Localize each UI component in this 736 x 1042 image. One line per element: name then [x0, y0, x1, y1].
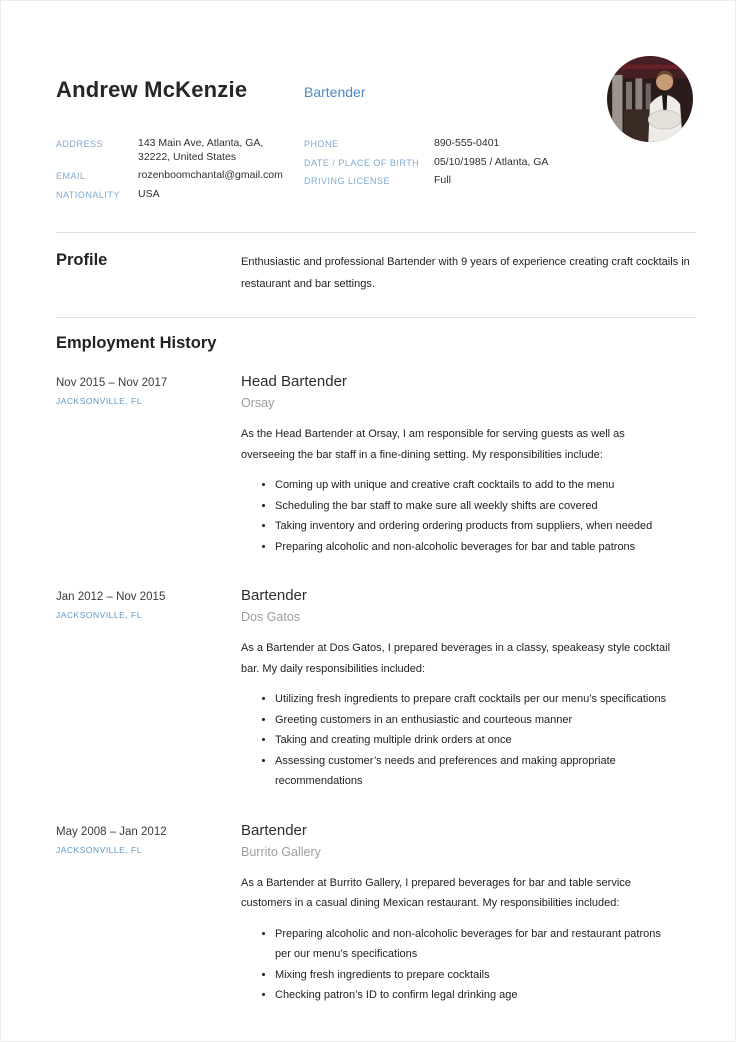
email-value: rozenboomchantal@gmail.com [138, 169, 283, 181]
contact-item-address [56, 137, 304, 164]
job-location: JACKSONVILLE, FL [56, 396, 142, 406]
contact-column-left [56, 137, 304, 206]
email-label: EMAIL [56, 171, 86, 181]
job-details [241, 587, 675, 792]
job-company: Dos Gatos [241, 610, 301, 624]
profile-heading: Profile [56, 251, 108, 269]
job-bullet: • Taking and creating multiple drink orders at once [275, 730, 675, 751]
job-bullet: • Preparing alcoholic and non-alcoholic beverages for bar and table patrons [275, 537, 675, 558]
job-bullet: • Mixing fresh ingredients to prepare cocktails [275, 965, 675, 986]
job-entry-bartender-burrito-gallery [56, 822, 696, 1006]
contact-item-email [56, 169, 304, 183]
job-details [241, 373, 675, 557]
job-title: Head Bartender [241, 373, 347, 390]
birth-label: DATE / PLACE OF BIRTH [304, 157, 420, 168]
job-dates: May 2008 – Jan 2012 [56, 825, 167, 838]
bartender-portrait-icon [607, 56, 693, 142]
job-entry-head-bartender-orsay [56, 373, 696, 557]
job-bullet-list [241, 475, 675, 557]
job-location: JACKSONVILLE, FL [56, 844, 142, 855]
candidate-name: Andrew McKenzie [56, 77, 248, 102]
profile-text: Enthusiastic and professional Bartender with 9 years of experience creating craft cocktails in restaurant and bar settings. [241, 256, 690, 290]
job-dates: Nov 2015 – Nov 2017 [56, 377, 168, 389]
job-location: JACKSONVILLE, FL [56, 610, 142, 620]
contact-section [56, 137, 695, 206]
job-bullet: • Utilizing fresh ingredients to prepare craft cocktails per our menu’s specifications [275, 689, 675, 710]
job-meta [56, 373, 241, 557]
profile-heading-column [56, 251, 241, 295]
job-meta [56, 587, 241, 792]
job-bullet: • Checking patron’s ID to confirm legal drinking age [275, 985, 675, 1006]
job-bullet-list [241, 689, 675, 792]
contact-item-license [304, 174, 548, 188]
job-description: As a Bartender at Burrito Gallery, I prepared beverages for bar and table service customers in a casual dining Mexican restaurant. My responsibilities included: [241, 876, 631, 909]
candidate-job-title: Bartender [304, 84, 366, 100]
nationality-label: NATIONALITY [56, 189, 120, 200]
phone-value: 890-555-0401 [434, 137, 500, 149]
job-bullet: • Scheduling the bar staff to make sure all weekly shifts are covered [275, 496, 675, 517]
job-company: Orsay [241, 396, 275, 410]
job-entry-bartender-dos-gatos [56, 587, 696, 792]
job-description: As the Head Bartender at Orsay, I am responsible for serving guests as well as overseeing the bar staff in a fine-dining setting. My responsibilities include: [241, 428, 625, 461]
job-company: Burrito Gallery [241, 844, 321, 859]
employment-section [56, 317, 696, 1006]
contact-item-nationality [56, 188, 304, 202]
contact-column-right [304, 137, 548, 206]
address-value: 143 Main Ave, Atlanta, GA, 32222, United States [138, 137, 264, 163]
job-dates: Jan 2012 – Nov 2015 [56, 591, 166, 603]
phone-label: PHONE [304, 139, 339, 149]
job-bullet: • Taking inventory and ordering ordering products from suppliers, when needed [275, 516, 675, 537]
nationality-value: USA [138, 187, 160, 200]
job-bullet-list [241, 924, 675, 1006]
license-label: DRIVING LICENSE [304, 176, 391, 186]
job-details [241, 822, 675, 1006]
license-value: Full [434, 174, 451, 186]
job-bullet: • Assessing customer’s needs and preferences and making appropriate recommendations [275, 751, 675, 792]
contact-item-birth [304, 156, 548, 170]
profile-photo [607, 56, 693, 142]
job-bullet: • Preparing alcoholic and non-alcoholic beverages for bar and restaurant patrons per our menu’s specifications [275, 924, 675, 965]
contact-item-phone [304, 137, 548, 151]
job-description: As a Bartender at Dos Gatos, I prepared beverages in a classy, speakeasy style cocktail bar. My daily responsibilities included: [241, 642, 671, 675]
job-title: Bartender [241, 821, 307, 839]
employment-heading: Employment History [56, 334, 217, 352]
job-meta [56, 822, 241, 1006]
address-label: ADDRESS [56, 139, 104, 149]
birth-value: 05/10/1985 / Atlanta, GA [434, 155, 549, 168]
job-title: Bartender [241, 587, 307, 604]
job-bullet: • Coming up with unique and creative craft cocktails to add to the menu [275, 475, 675, 496]
profile-section [56, 232, 696, 317]
job-bullet: • Greeting customers in an enthusiastic and courteous manner [275, 710, 675, 731]
